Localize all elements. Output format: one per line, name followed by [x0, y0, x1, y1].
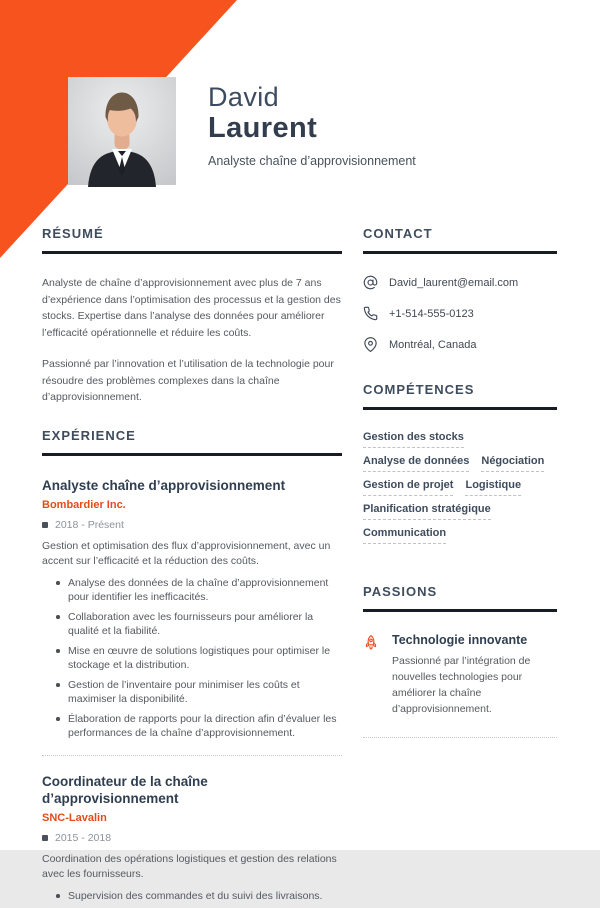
contact-phone[interactable]: [363, 306, 557, 321]
passions-section-title: PASSIONS: [363, 584, 438, 599]
skills-section-title: COMPÉTENCES: [363, 382, 475, 397]
dotted-divider: [363, 737, 557, 738]
job-bullet: Analyse des données de la chaîne d’approvisionnement pour identifier les inefficacités.: [56, 576, 342, 605]
skills-section: [363, 382, 557, 544]
contact-email-text: David_laurent@email.com: [389, 276, 519, 289]
content-columns: [42, 226, 557, 908]
last-name: Laurent: [208, 112, 318, 144]
passions-section: [363, 584, 557, 738]
section-rule: [42, 453, 342, 456]
job-headline: Analyste chaîne d’approvisionnement: [208, 154, 416, 168]
experience-section-title: EXPÉRIENCE: [42, 427, 136, 443]
job-bullet: Gestion de l’inventaire pour minimiser les coûts et maximiser la disponibilité.: [56, 678, 342, 707]
contact-email[interactable]: [363, 275, 557, 290]
passion-text: Passionné par l’intégration de nouvelles technologies pour améliorer la chaîne d’approvisionnement.: [392, 655, 531, 715]
passion-entry: [363, 633, 557, 717]
job-entry: [42, 477, 342, 741]
passion-body: [392, 633, 557, 717]
job-bullet-list: [42, 576, 342, 741]
phone-icon: [363, 306, 378, 321]
job-bullet: Mise en œuvre de solutions logistiques pour optimiser le stockage et la distribution.: [56, 644, 342, 673]
job-bullet-list: [42, 889, 342, 904]
location-icon: [363, 337, 378, 352]
avatar: [68, 77, 176, 185]
skill-tag: Analyse de données: [363, 455, 469, 472]
skill-tag: Négociation: [481, 455, 544, 472]
job-company: SNC-Lavalin: [42, 811, 107, 824]
header-identity: [208, 82, 416, 168]
job-entry: [42, 773, 342, 904]
job-title: Analyste chaîne d’approvisionnement: [42, 477, 286, 493]
contact-phone-text: +1-514-555-0123: [389, 307, 474, 320]
skill-tag: Gestion des stocks: [363, 431, 464, 448]
left-column: [42, 226, 342, 908]
contact-section-title: CONTACT: [363, 226, 433, 241]
resume-paragraph: Passionné par l’innovation et l’utilisation de la technologie pour résoudre des problèmes complexes dans la chaîne d’approvisionnement.: [42, 358, 334, 403]
calendar-icon: [42, 835, 48, 841]
rocket-icon: [363, 634, 379, 650]
section-rule: [363, 407, 557, 410]
email-icon: [363, 275, 378, 290]
experience-section: [42, 428, 342, 904]
contact-section: [363, 226, 557, 352]
resume-section-title: RÉSUMÉ: [42, 226, 104, 241]
job-period-text: 2015 - 2018: [55, 831, 112, 844]
section-rule: [363, 609, 557, 612]
job-company: Bombardier Inc.: [42, 498, 126, 511]
section-rule: [363, 251, 557, 254]
contact-location-text: Montréal, Canada: [389, 338, 477, 351]
skill-tag: Gestion de projet: [363, 479, 453, 496]
job-bullet: Élaboration de rapports pour la direction afin d’évaluer les performances de la chaîne d’approvisionnement.: [56, 712, 342, 741]
first-name: David: [208, 82, 280, 112]
job-bullet: Supervision des commandes et du suivi des livraisons.: [56, 889, 342, 904]
skill-tag: Planification stratégique: [363, 503, 491, 520]
passion-title: Technologie innovante: [392, 633, 528, 647]
job-summary: Gestion et optimisation des flux d’approvisionnement, avec un accent sur l’efficacité et la réduction des coûts.: [42, 539, 331, 567]
section-rule: [42, 251, 342, 254]
skills-list: [363, 431, 557, 544]
contact-location: [363, 337, 557, 352]
job-period-text: 2018 - Présent: [55, 518, 124, 531]
job-period: [42, 519, 342, 531]
right-column: [363, 226, 557, 908]
profile-photo: [68, 77, 176, 185]
job-summary: Coordination des opérations logistiques et gestion des relations avec les fournisseurs.: [42, 852, 337, 880]
skill-tag: Logistique: [465, 479, 521, 496]
job-period: [42, 832, 342, 844]
job-title: Coordinateur de la chaîne d’approvisionnement: [42, 773, 208, 806]
calendar-icon: [42, 522, 48, 528]
skill-tag: Communication: [363, 527, 446, 544]
dotted-divider: [42, 755, 342, 756]
resume-section: [42, 226, 342, 406]
resume-paragraph: Analyste de chaîne d’approvisionnement avec plus de 7 ans d’expérience dans l’optimisation des processus et la gestion des stocks. Expertise dans l’analyse des données pour améliorer l’efficacité opérationnelle et réduire les coûts.: [42, 277, 341, 339]
job-bullet: Collaboration avec les fournisseurs pour améliorer la qualité et la fiabilité.: [56, 610, 342, 639]
